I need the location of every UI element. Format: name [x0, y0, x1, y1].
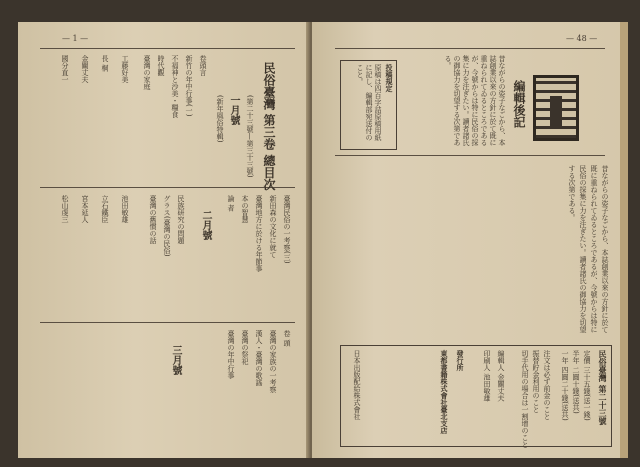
entry: 臺灣民俗の一考察(三) [283, 195, 291, 264]
entry: 臺灣の年中行事 [227, 330, 235, 379]
notice-text: 原稿は四百字詰原稿用紙に記し、編輯部宛送付のこと。 [356, 64, 382, 141]
entry: 臺灣地方に於ける年節事 [255, 195, 263, 272]
author: 松山虔三 [61, 195, 69, 223]
section-heading: 三月號 [170, 345, 181, 375]
author: 宮本延人 [81, 195, 89, 223]
entry: 新田森の文化に就て [269, 195, 277, 258]
price-line: 一年 四圓二十錢(送共) [561, 350, 569, 421]
contents-subtitle: (第二十三號—第三十三號) [246, 95, 254, 178]
price-line: 半年 二圓十錢(送共) [572, 350, 580, 414]
author: 金關丈夫 [81, 55, 89, 83]
entry: 新竹の年中行事(一) [185, 55, 193, 117]
printer: 印刷人 池田敏雄 [483, 350, 491, 402]
magazine-issue: 民俗臺灣 第二十三號 [598, 350, 608, 425]
editor: 編輯人 金關丈夫 [497, 350, 505, 402]
right-page-number: — 48 — [566, 34, 598, 43]
editorial-body-top: 昔ながらの姿子なごから、本誌創業以來の方針に於て既に重ねられてゐるところであるが、今號からは特に民俗の採集に力を注ぎたい。讀者諸氏の御協力を切望する次第である。 [444, 55, 506, 146]
notice-heading: 投稿規定 [385, 64, 394, 92]
editorial-heading: 編輯後記 [512, 80, 526, 128]
distributor: 日本出版配給株式會社 [353, 350, 361, 420]
entry: 臺灣の家族の一考察 [269, 330, 277, 393]
left-page-number: — 1 — [62, 34, 89, 43]
entry: 卷 頭 [283, 330, 291, 347]
section-heading: 二月號 [200, 210, 211, 240]
author: 工藤好美 [121, 55, 129, 83]
page-edge [620, 22, 628, 458]
notice-box [340, 60, 397, 150]
section-rule [40, 187, 295, 188]
entry: グラス(臺灣の民俗) [163, 195, 171, 257]
entry: 民族研究の問題 [177, 195, 185, 244]
entry: 論 者 [227, 195, 235, 212]
imprint-box [340, 345, 612, 447]
entry: 卷頭言 [199, 55, 207, 76]
entry: 臺灣の祭祀 [241, 330, 249, 365]
entry: 漢人・臺灣の歌謠 [255, 330, 263, 386]
editorial-body: 昔ながらの姿子なごから、本誌創業以來の方針に於て既に重ねられてゐるところであるが、今號からは特に民俗の採集に力を注ぎたい。讀者諸氏の御協力を切望する次第である。 [568, 165, 609, 333]
publisher: 東都書籍株式會社臺北支店 [440, 350, 449, 434]
author: 國分直一 [61, 55, 69, 83]
top-rule [40, 48, 295, 49]
order-note: 切手代用の場合は一割增のこと [521, 350, 529, 448]
author: 長 桐 [101, 55, 109, 72]
order-note: 注文は必ず前金のこと [543, 350, 551, 420]
author: 立石鐵臣 [101, 195, 109, 223]
section-note: (新年風俗特輯) [216, 95, 224, 143]
entry: 臺灣の家庭 [143, 55, 151, 90]
price-line: 定價 三十五錢(送一錢) [583, 350, 591, 421]
contents-title: 民俗臺灣 第三卷 總目次 [262, 62, 276, 191]
top-rule [335, 48, 605, 49]
section-rule [335, 155, 605, 156]
section-heading: 一月號 [228, 95, 239, 125]
entry: 時代觀 [157, 55, 165, 76]
publisher-label: 發行所 [456, 350, 465, 371]
order-note: 振替貯金利用のこと [532, 350, 540, 413]
entry: 本の智慧 [241, 195, 249, 223]
author: 池田敏雄 [121, 195, 129, 223]
entry: 不福神と沙美・糧食 [171, 55, 179, 118]
editorial-emblem-icon [533, 75, 579, 141]
entry: 臺灣の舊慣の話 [149, 195, 157, 244]
section-rule [40, 322, 295, 323]
